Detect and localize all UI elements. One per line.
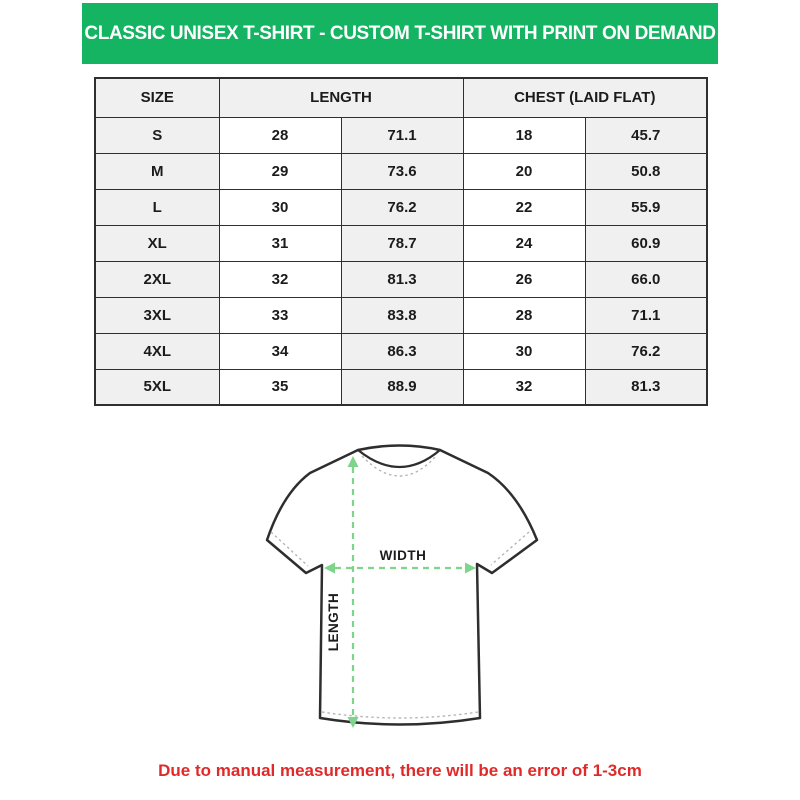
table-row <box>95 189 707 225</box>
chest-in-cell: 28 <box>463 297 585 333</box>
chest-cm-cell: 76.2 <box>585 333 707 369</box>
page-title: CLASSIC UNISEX T-SHIRT - CUSTOM T-SHIRT WITH PRINT ON DEMAND <box>84 22 716 44</box>
length-in-cell: 35 <box>219 369 341 405</box>
length-in-cell: 29 <box>219 153 341 189</box>
length-in-cell: 28 <box>219 117 341 153</box>
tshirt-outline <box>267 446 537 725</box>
chest-in-cell: 32 <box>463 369 585 405</box>
size-cell: L <box>95 189 219 225</box>
length-cm-cell: 71.1 <box>341 117 463 153</box>
measurement-error-note: Due to manual measurement, there will be an error of 1-3cm <box>158 761 642 780</box>
chest-cm-cell: 60.9 <box>585 225 707 261</box>
table-row <box>95 369 707 405</box>
title-banner <box>82 3 718 64</box>
length-cm-cell: 76.2 <box>341 189 463 225</box>
column-header-chest: CHEST (LAID FLAT) <box>463 78 707 117</box>
length-in-cell: 32 <box>219 261 341 297</box>
length-in-cell: 34 <box>219 333 341 369</box>
size-cell: XL <box>95 225 219 261</box>
table-row <box>95 333 707 369</box>
size-chart-table <box>94 77 708 406</box>
table-header-row <box>95 78 707 117</box>
size-cell: 3XL <box>95 297 219 333</box>
chest-in-cell: 18 <box>463 117 585 153</box>
chest-cm-cell: 81.3 <box>585 369 707 405</box>
table-row <box>95 153 707 189</box>
size-cell: M <box>95 153 219 189</box>
length-cm-cell: 73.6 <box>341 153 463 189</box>
length-in-cell: 30 <box>219 189 341 225</box>
chest-in-cell: 26 <box>463 261 585 297</box>
size-cell: S <box>95 117 219 153</box>
column-header-size: SIZE <box>95 78 219 117</box>
chest-cm-cell: 71.1 <box>585 297 707 333</box>
chest-cm-cell: 45.7 <box>585 117 707 153</box>
chest-in-cell: 22 <box>463 189 585 225</box>
length-cm-cell: 88.9 <box>341 369 463 405</box>
chest-cm-cell: 66.0 <box>585 261 707 297</box>
width-label: WIDTH <box>379 548 427 563</box>
table-row <box>95 117 707 153</box>
length-label: LENGTH <box>326 592 341 652</box>
table-row <box>95 225 707 261</box>
size-cell: 4XL <box>95 333 219 369</box>
chest-cm-cell: 50.8 <box>585 153 707 189</box>
chest-in-cell: 24 <box>463 225 585 261</box>
column-header-length: LENGTH <box>219 78 463 117</box>
length-cm-cell: 86.3 <box>341 333 463 369</box>
length-in-cell: 31 <box>219 225 341 261</box>
tshirt-measurement-diagram <box>240 430 560 750</box>
size-cell: 5XL <box>95 369 219 405</box>
length-cm-cell: 81.3 <box>341 261 463 297</box>
chest-in-cell: 30 <box>463 333 585 369</box>
chest-in-cell: 20 <box>463 153 585 189</box>
length-cm-cell: 78.7 <box>341 225 463 261</box>
table-row <box>95 261 707 297</box>
length-in-cell: 33 <box>219 297 341 333</box>
size-cell: 2XL <box>95 261 219 297</box>
length-cm-cell: 83.8 <box>341 297 463 333</box>
table-row <box>95 297 707 333</box>
chest-cm-cell: 55.9 <box>585 189 707 225</box>
